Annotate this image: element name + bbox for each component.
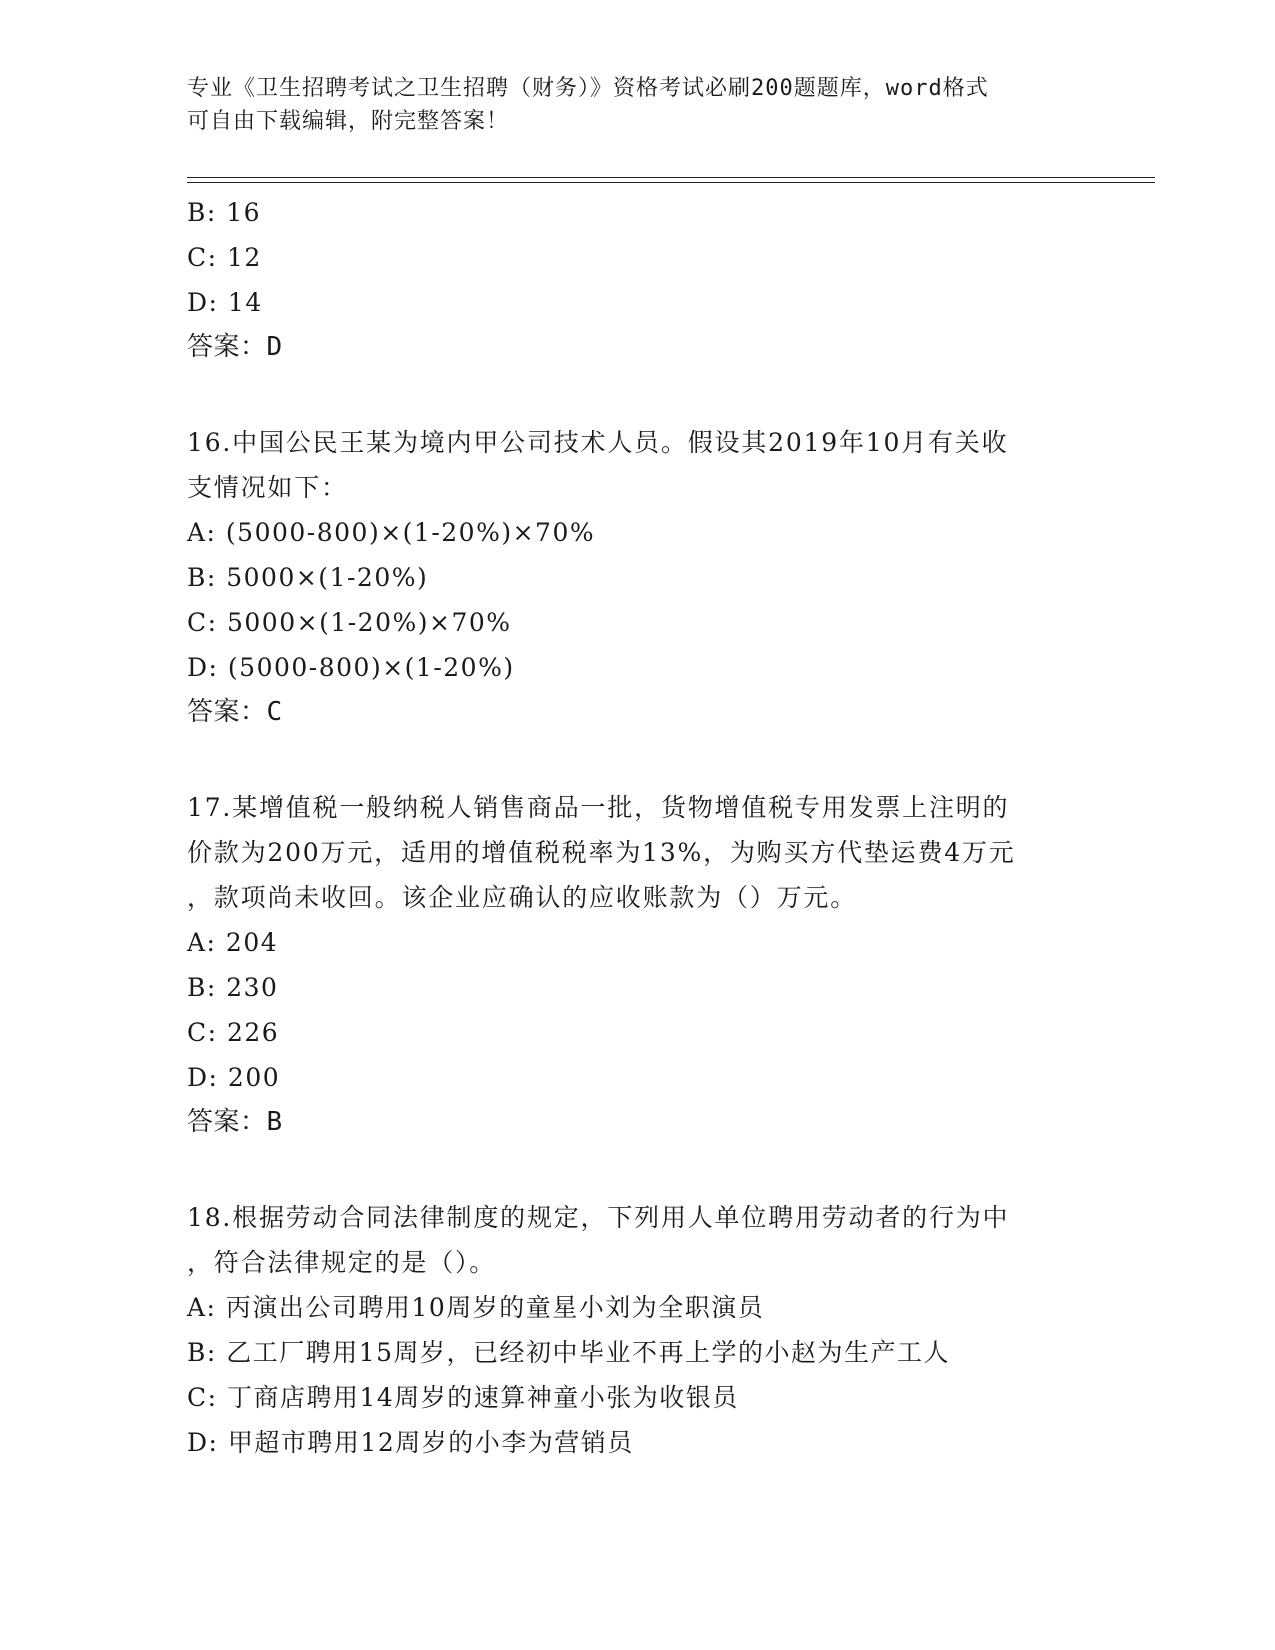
question-15-tail	[187, 190, 1087, 370]
option-c: C: 12	[187, 243, 262, 272]
header-line-2: 可自由下载编辑，附完整答案！	[187, 109, 510, 134]
question-stem-line: 17.某增值税一般纳税人销售商品一批，货物增值税专用发票上注明的	[187, 793, 1010, 822]
question-list	[187, 190, 1087, 1465]
option-b: B: 16	[187, 198, 262, 227]
document-header	[187, 72, 1087, 138]
question-stem-line: 16.中国公民王某为境内甲公司技术人员。假设其2019年10月有关收	[187, 428, 1009, 457]
option-d: D: 200	[187, 1063, 281, 1092]
option-b: B: 乙工厂聘用15周岁，已经初中毕业不再上学的小赵为生产工人	[187, 1338, 951, 1367]
question-stem-line: ，符合法律规定的是（）。	[187, 1248, 497, 1277]
question-stem-line: 价款为200万元，适用的增值税税率为13%，为购买方代垫运费4万元	[187, 838, 1016, 867]
option-c: C: 丁商店聘用14周岁的速算神童小张为收银员	[187, 1383, 739, 1412]
option-a: A: 204	[187, 928, 279, 957]
question-16	[187, 420, 1087, 735]
question-stem-line: ，款项尚未收回。该企业应确认的应收账款为（）万元。	[187, 883, 858, 912]
option-d: D: 甲超市聘用12周岁的小李为营销员	[187, 1428, 634, 1457]
answer-line: 答案：D	[187, 332, 283, 362]
question-17	[187, 785, 1087, 1145]
spacer	[187, 370, 1087, 420]
option-b: B: 230	[187, 973, 279, 1002]
question-stem-line: 支情况如下：	[187, 473, 348, 502]
option-a: A: 丙演出公司聘用10周岁的童星小刘为全职演员	[187, 1293, 765, 1322]
option-c: C: 5000×(1-20%)×70%	[187, 608, 512, 637]
header-divider-top	[187, 177, 1155, 178]
question-stem-line: 18.根据劳动合同法律制度的规定，下列用人单位聘用劳动者的行为中	[187, 1203, 1010, 1232]
answer-line: 答案：C	[187, 697, 283, 727]
option-a: A: (5000-800)×(1-20%)×70%	[187, 518, 596, 547]
answer-line: 答案：B	[187, 1107, 283, 1137]
header-divider-bottom	[187, 182, 1155, 183]
header-line-1: 专业《卫生招聘考试之卫生招聘（财务）》资格考试必刷200题题库，word格式	[187, 76, 989, 101]
option-d: D: (5000-800)×(1-20%)	[187, 653, 515, 682]
option-d: D: 14	[187, 288, 263, 317]
question-18	[187, 1195, 1087, 1465]
spacer	[187, 1145, 1087, 1195]
option-c: C: 226	[187, 1018, 280, 1047]
spacer	[187, 735, 1087, 785]
option-b: B: 5000×(1-20%)	[187, 563, 429, 592]
